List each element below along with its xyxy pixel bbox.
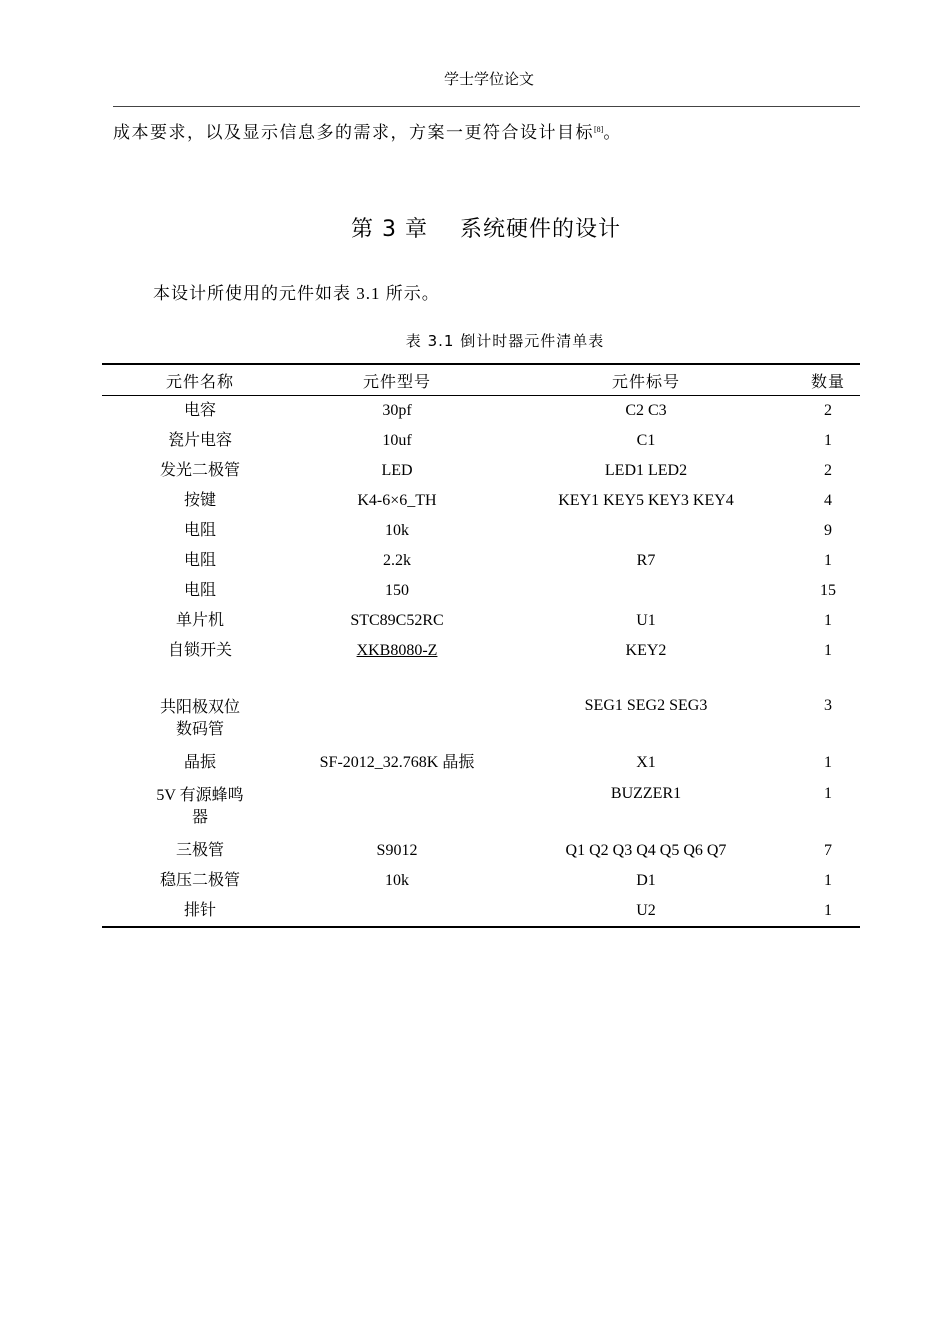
cell-ref: SEG1 SEG2 SEG3: [584, 697, 708, 714]
cell-qty: 15: [820, 582, 836, 599]
table-row: [102, 516, 860, 546]
cell-ref: R7: [636, 552, 656, 569]
chapter-title: 第 3 章 系统硬件的设计: [351, 217, 621, 242]
cell-name: 电阻: [183, 582, 216, 599]
cell-ref: KEY2: [625, 642, 667, 659]
cell-name: 自锁开关: [167, 642, 232, 659]
cell-ref: X1: [636, 754, 656, 771]
column-header: 元件名称: [102, 364, 298, 396]
table-row: [102, 748, 860, 778]
cell-ref: U1: [636, 612, 656, 629]
column-header: 元件型号: [298, 364, 496, 396]
citation[interactable]: [8]: [594, 125, 604, 134]
cell-name: 单片机: [175, 612, 224, 629]
cell-ref: LED1 LED2: [604, 462, 688, 479]
cell-qty: 9: [824, 522, 832, 539]
table-header-row: [102, 364, 860, 396]
table-spacer-row: [102, 666, 860, 690]
cell-model: 150: [385, 582, 409, 599]
table-row: [102, 486, 860, 516]
cell-model: 10uf: [382, 432, 412, 449]
cell-ref: [496, 516, 796, 546]
table-row: [102, 606, 860, 636]
cell-qty: 2: [824, 462, 832, 479]
cell-ref: U2: [496, 896, 796, 927]
cell-ref: BUZZER1: [610, 785, 682, 802]
cell-ref: C2 C3: [625, 402, 667, 419]
cell-model: K4-6×6_TH: [357, 492, 437, 509]
cell-name: 稳压二极管: [159, 872, 240, 889]
cell-ref: [496, 576, 796, 606]
cell-name: 电容: [183, 402, 216, 419]
cell-qty: 4: [824, 492, 832, 509]
cell-model: STC89C52RC: [350, 612, 444, 629]
cell-name: 排针: [102, 896, 298, 927]
cell-name: 瓷片电容: [167, 432, 232, 449]
table-row: [102, 426, 860, 456]
column-header: 数量: [796, 364, 860, 396]
table-row: [102, 866, 860, 896]
page-header: 学士学位论文: [443, 72, 534, 88]
table-row: [102, 546, 860, 576]
cell-name: 按键: [183, 492, 216, 509]
cell-qty: 2: [824, 402, 832, 419]
components-table: [102, 363, 860, 928]
table-row: [102, 896, 860, 927]
table-caption: 表 3.1 倒计时器元件清单表: [405, 332, 605, 350]
cell-qty: 1: [824, 872, 832, 889]
cell-ref: Q1 Q2 Q3 Q4 Q5 Q6 Q7: [565, 842, 727, 859]
cell-name: 电阻: [183, 522, 216, 539]
cell-qty: 1: [824, 785, 832, 802]
cell-qty: 1: [824, 612, 832, 629]
cell-qty: 1: [824, 432, 832, 449]
table-row: [102, 690, 860, 748]
cell-model: [298, 778, 496, 836]
model-link[interactable]: XKB8080-Z: [356, 642, 438, 659]
cell-name: 晶振: [183, 754, 216, 771]
cell-qty: 1: [824, 552, 832, 569]
intro-paragraph: 本设计所使用的元件如表 3.1 所示。: [153, 284, 440, 303]
cell-name: 共阳极双位 数码管: [159, 699, 240, 738]
table-row: [102, 576, 860, 606]
cell-model: S9012: [376, 842, 418, 859]
cell-model: 10k: [385, 872, 409, 889]
cell-qty: 1: [824, 642, 832, 659]
cell-model: 10k: [385, 522, 409, 539]
cell-model: SF-2012_32.768K 晶振: [319, 754, 475, 771]
cell-name: 三极管: [175, 842, 224, 859]
header-rule: [113, 106, 860, 107]
cell-ref: C1: [636, 432, 656, 449]
cell-model: [298, 636, 496, 666]
cell-model: 2.2k: [383, 552, 411, 569]
cell-qty: 7: [824, 842, 832, 859]
cell-model: 30pf: [382, 402, 412, 419]
table-row: [102, 778, 860, 836]
table-row: [102, 636, 860, 666]
paragraph: [113, 118, 622, 143]
cell-qty: 1: [824, 754, 832, 771]
table-row: [102, 456, 860, 486]
cell-qty: 3: [824, 697, 832, 714]
paragraph-text: 成本要求，以及显示信息多的需求，方案一更符合设计目标: [113, 123, 594, 142]
paragraph-end: 。: [603, 123, 622, 142]
cell-model: LED: [381, 462, 413, 479]
cell-qty: 1: [796, 896, 860, 927]
cell-ref: D1: [636, 872, 656, 889]
table-row: [102, 836, 860, 866]
column-header: 元件标号: [496, 364, 796, 396]
cell-name: 电阻: [183, 552, 216, 569]
cell-model: [298, 896, 496, 927]
cell-name: 发光二极管: [159, 462, 240, 479]
cell-ref: KEY1 KEY5 KEY3 KEY4: [558, 492, 734, 509]
cell-model: [298, 690, 496, 748]
table-row: [102, 396, 860, 427]
cell-name: 5V 有源蜂鸣 器: [156, 787, 244, 826]
